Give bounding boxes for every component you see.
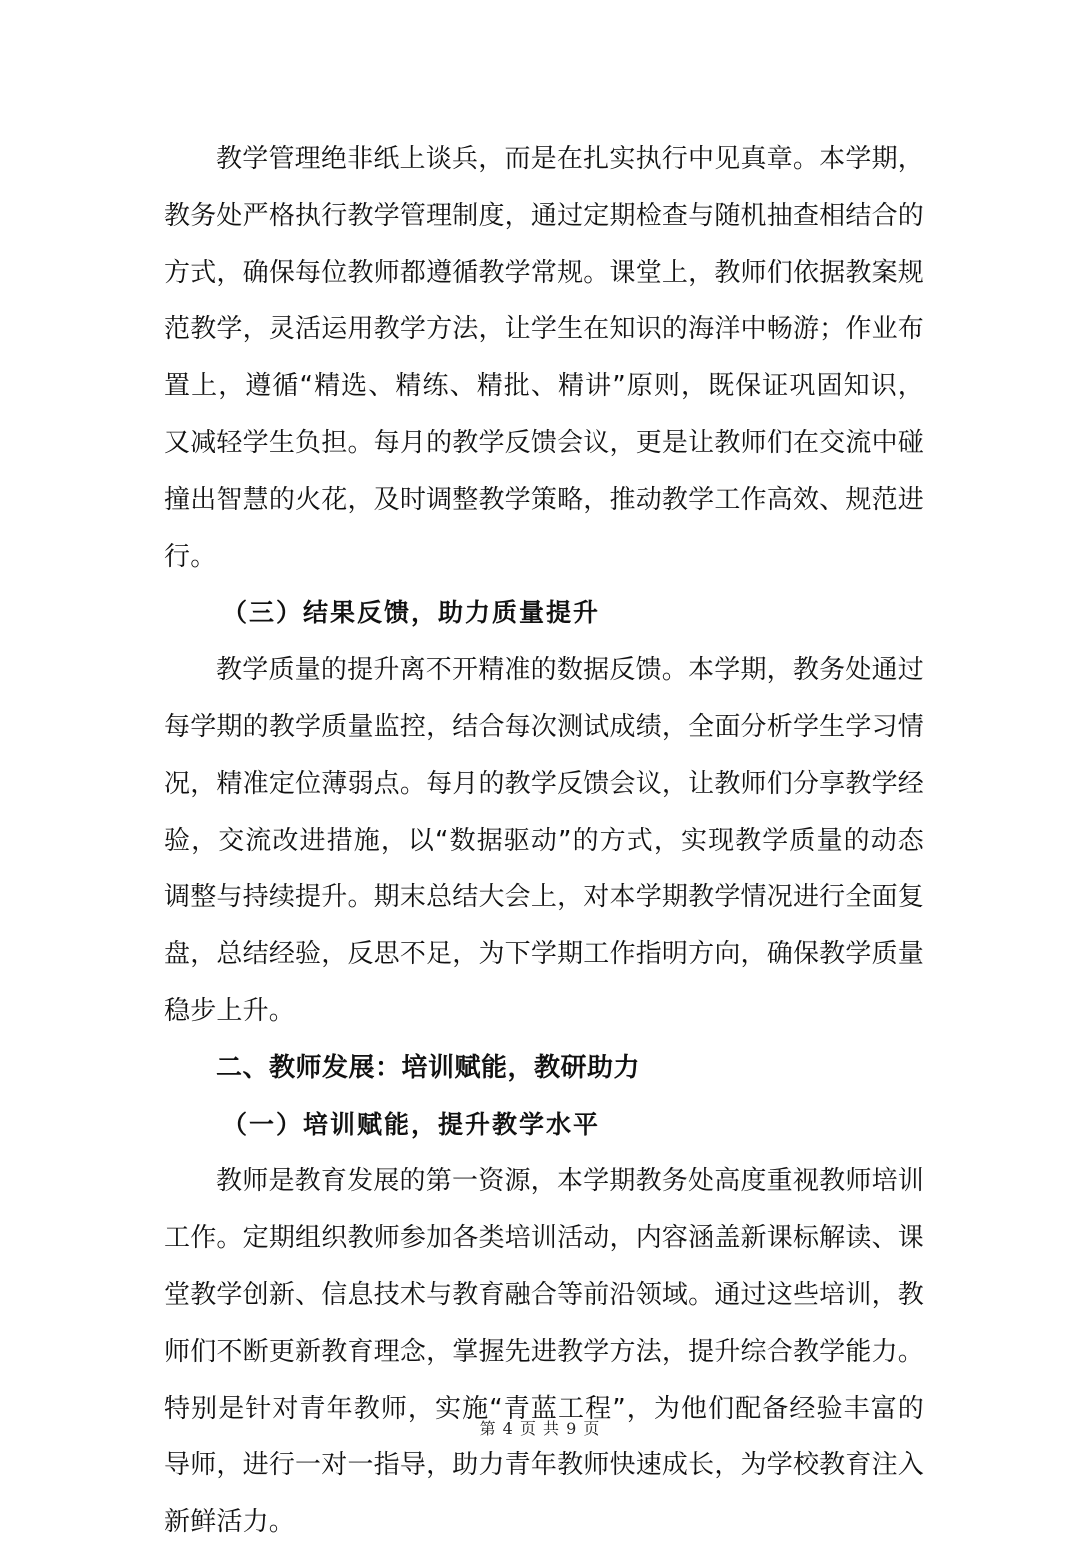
paragraph-teacher-training: 教师是教育发展的第一资源，本学期教务处高度重视教师培训工作。定期组织教师参加各类培训活动，内容涵盖新课标解读、课堂教学创新、信息技术与教育融合等前沿领域。通过这些培训，教师们不断更新教育理念，掌握先进教学方法，提升综合教学能力。特别是针对青年教师，实施“青蓝工程”，为他们配备经验丰富的导师，进行一对一指导，助力青年教师快速成长，为学校教育注入新鲜活力。 xyxy=(164,1166,924,1538)
paragraph-teaching-management: 教学管理绝非纸上谈兵，而是在扎实执行中见真章。本学期，教务处严格执行教学管理制度，通过定期检查与随机抽查相结合的方式，确保每位教师都遵循教学常规。课堂上，教师们依据教案规范教学，灵活运用教学方法，让学生在知识的海洋中畅游；作业布置上，遵循“精选、精练、精批、精讲”原则，既保证巩固知识，又减轻学生负担。每月的教学反馈会议，更是让教师们在交流中碰撞出智慧的火花，及时调整教学策略，推动教学工作高效、规范进行。 xyxy=(164,144,924,572)
section-heading-teacher-development: 二、教师发展：培训赋能，教研助力 xyxy=(216,1052,641,1083)
paragraph-quality-feedback: 教学质量的提升离不开精准的数据反馈。本学期，教务处通过每学期的教学质量监控，结合每次测试成绩，全面分析学生学习情况，精准定位薄弱点。每月的教学反馈会议，让教师们分享教学经验，交流改进措施，以“数据驱动”的方式，实现教学质量的动态调整与持续提升。期末总结大会上，对本学期教学情况进行全面复盘，总结经验，反思不足，为下学期工作指明方向，确保教学质量稳步上升。 xyxy=(164,655,924,1026)
document-body xyxy=(164,131,924,1551)
subheading-result-feedback: （三）结果反馈，助力质量提升 xyxy=(222,598,601,628)
page-number-footer: 第 4 页 共 9 页 xyxy=(479,1419,601,1438)
subheading-training: （一）培训赋能，提升教学水平 xyxy=(222,1109,601,1139)
